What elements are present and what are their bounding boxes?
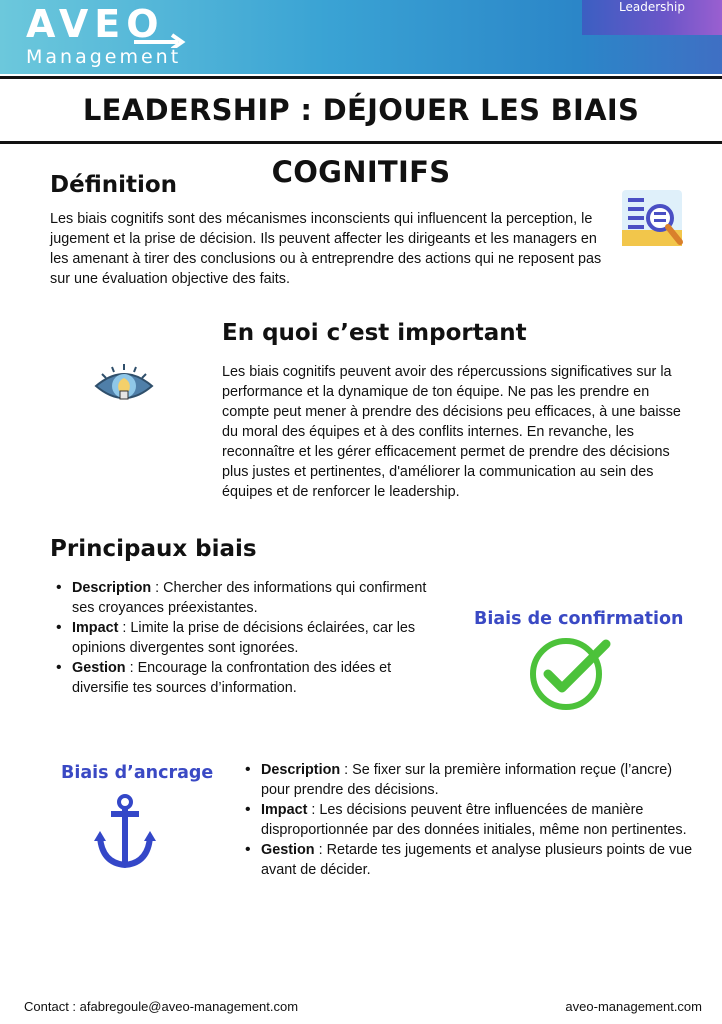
confirmation-title: Biais de confirmation [474,609,684,629]
category-tag: Leadership [582,0,722,35]
item-text: : Encourage la confrontation des idées et diversifie tes sources d’information. [72,660,392,696]
list-item [239,760,703,800]
importance-text: Les biais cognitifs peuvent avoir des répercussions significatives sur la performance et la dynamique de ton équipe. Ne pas les prendre en compte peut mener à prendre des décisions peu efficaces, à une baisse du moral des équipes et à des conflits internes. En revanche, les reconnaître et les gérer efficacement permet de prendre des décisions plus justes et pertinentes, d'améliorer la communication au sein des équipes et de renforcer le leadership. [222,364,681,500]
document-magnifier-icon [618,186,688,256]
ancrage-title: Biais d’ancrage [61,763,214,783]
definition-heading: Définition [50,172,178,198]
logo-arrow-icon [130,8,190,48]
list-item [239,800,703,840]
item-label: Description [261,762,341,778]
list-item [50,578,450,618]
item-text: : Chercher des informations qui confirment ses croyances préexistantes. [72,580,427,616]
brand-subtitle: Management [26,46,182,68]
ancrage-list [239,760,703,880]
principaux-heading: Principaux biais [50,536,257,562]
brand-logo: AVEO [26,2,165,46]
item-label: Gestion [261,842,315,858]
item-text: : Se fixer sur la première information reçue (l’ancre) pour prendre des décisions. [261,762,673,798]
footer-contact[interactable]: Contact : afabregoule@aveo-management.com [24,999,299,1014]
item-label: Gestion [72,660,126,676]
definition-text: Les biais cognitifs sont des mécanismes inconscients qui influencent la perception, le jugement et la prise de décision. Ils peuvent affecter les dirigeants et les managers en les amenant à tirer des conclusions ou à entreprendre des actions qui ne reposent pas sur une évaluation objective des faits. [50,211,602,287]
checkmark-circle-icon [528,634,612,712]
item-label: Description [72,580,152,596]
eye-lightbulb-icon [92,360,156,416]
item-text: : Les décisions peuvent être influencées de manière disproportionnée par des données initiales, même non pertinentes. [261,802,687,838]
footer-website[interactable]: aveo-management.com [565,999,702,1014]
item-text: : Limite la prise de décisions éclairées, car les opinions divergentes sont ignorées. [72,620,416,656]
list-item [50,658,450,698]
confirmation-list [50,578,450,698]
list-item [239,840,703,880]
list-item [50,618,450,658]
item-label: Impact [261,802,308,818]
anchor-icon [94,793,156,869]
importance-heading: En quoi c’est important [222,320,527,346]
page-title: LEADERSHIP : DÉJOUER LES BIAIS COGNITIFS [82,93,640,189]
item-text: : Retarde tes jugements et analyse plusieurs points de vue avant de décider. [261,842,693,878]
item-label: Impact [72,620,119,636]
